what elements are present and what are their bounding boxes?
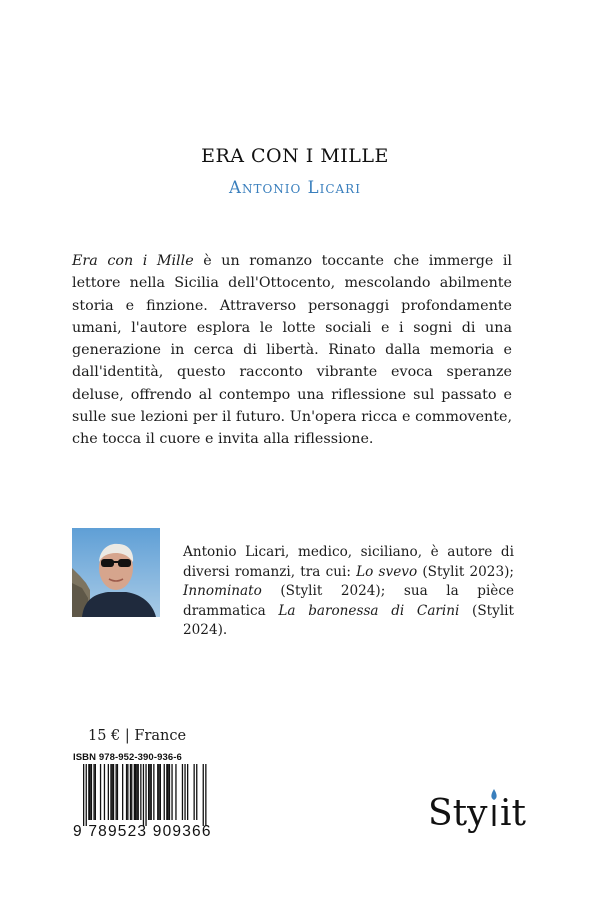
barcode-bar [184, 764, 185, 820]
barcode-digits: 9 789523 909366 [73, 823, 212, 840]
barcode-bar [194, 764, 195, 820]
barcode-bar [205, 764, 206, 826]
barcode-bar [100, 764, 101, 820]
barcode-bar [112, 764, 113, 820]
bio-work-2: Innominato [183, 583, 262, 599]
barcode-bar [95, 764, 96, 820]
barcode-bar [196, 764, 197, 820]
bio-text-1: Antonio Licari, medico, siciliano, è autore di diversi romanzi, tra cui: [183, 544, 514, 580]
barcode-bar [157, 764, 158, 820]
book-title: ERA CON I MILLE [201, 145, 389, 167]
barcode-bar [148, 764, 149, 820]
barcode-bar [182, 764, 183, 820]
barcode [71, 764, 211, 826]
svg-text:Sty: Sty [428, 793, 488, 834]
bio-work-3: La baronessa di Carini [278, 602, 460, 619]
barcode-bar [126, 764, 127, 820]
barcode-bar [153, 764, 154, 820]
book-author: Antonio Licari [229, 178, 361, 197]
svg-text:it: it [500, 793, 526, 834]
barcode-bar [136, 764, 137, 820]
barcode-bar [113, 764, 114, 820]
bio-work-1: Lo svevo [356, 563, 418, 580]
barcode-bar [138, 764, 139, 820]
barcode-bar [175, 764, 176, 820]
barcode-bar [91, 764, 92, 820]
barcode-bar [131, 764, 132, 820]
barcode-bar [158, 764, 159, 820]
barcode-bar [108, 764, 109, 820]
isbn-label: ISBN 978-952-390-936-6 [73, 752, 182, 763]
barcode-bar [145, 764, 146, 826]
barcode-bar [171, 764, 172, 820]
barcode-bar [117, 764, 118, 820]
barcode-bar [116, 764, 117, 820]
barcode-bar [160, 764, 161, 820]
barcode-bar [104, 764, 105, 820]
barcode-bar [93, 764, 94, 820]
barcode-bar [169, 764, 170, 820]
author-photo [72, 528, 160, 617]
author-bio [183, 543, 514, 641]
barcode-bar [149, 764, 150, 820]
barcode-bar [83, 764, 84, 826]
barcode-bar [127, 764, 128, 820]
barcode-bar [187, 764, 188, 820]
barcode-bar [166, 764, 167, 820]
barcode-bar [130, 764, 131, 820]
barcode-bar [90, 764, 91, 820]
barcode-bar [134, 764, 135, 820]
barcode-bar [151, 764, 152, 820]
barcode-bar [168, 764, 169, 820]
barcode-bar [86, 764, 87, 826]
bio-text-4: (Stylit 2024). [183, 602, 514, 638]
bio-text-2: (Stylit 2023); [417, 563, 514, 580]
barcode-bar [203, 764, 204, 826]
barcode-bar [140, 764, 141, 820]
book-blurb [72, 250, 512, 451]
barcode-bar [122, 764, 123, 820]
barcode-bar [143, 764, 144, 826]
barcode-bar [110, 764, 111, 820]
publisher-logo [428, 785, 533, 843]
blurb-title: Era con i Mille [72, 253, 194, 269]
price-label: 15 € | France [88, 728, 187, 744]
blurb-text: è un romanzo toccante che immerge il lettore nella Sicilia dell'Ottocento, mescolando abilmente storia e finzione. Attraverso personaggi profondamente umani, l'autore esplora le lotte sociali e i sogni di una generazione in cerca di libertà. Rinato dalla memoria e dall'identità, questo racconto vibrante evoca speranze deluse, offrendo al contempo una riflessione sul passato e sulle sue lezioni per il futuro. Un'opera ricca e commovente, che tocca il cuore e invita alla riflessione. [72, 253, 513, 448]
barcode-bar [135, 764, 136, 820]
bio-text-3: (Stylit 2024); sua la pièce drammatica [183, 583, 514, 619]
barcode-bar [88, 764, 89, 820]
barcode-bar [164, 764, 165, 820]
